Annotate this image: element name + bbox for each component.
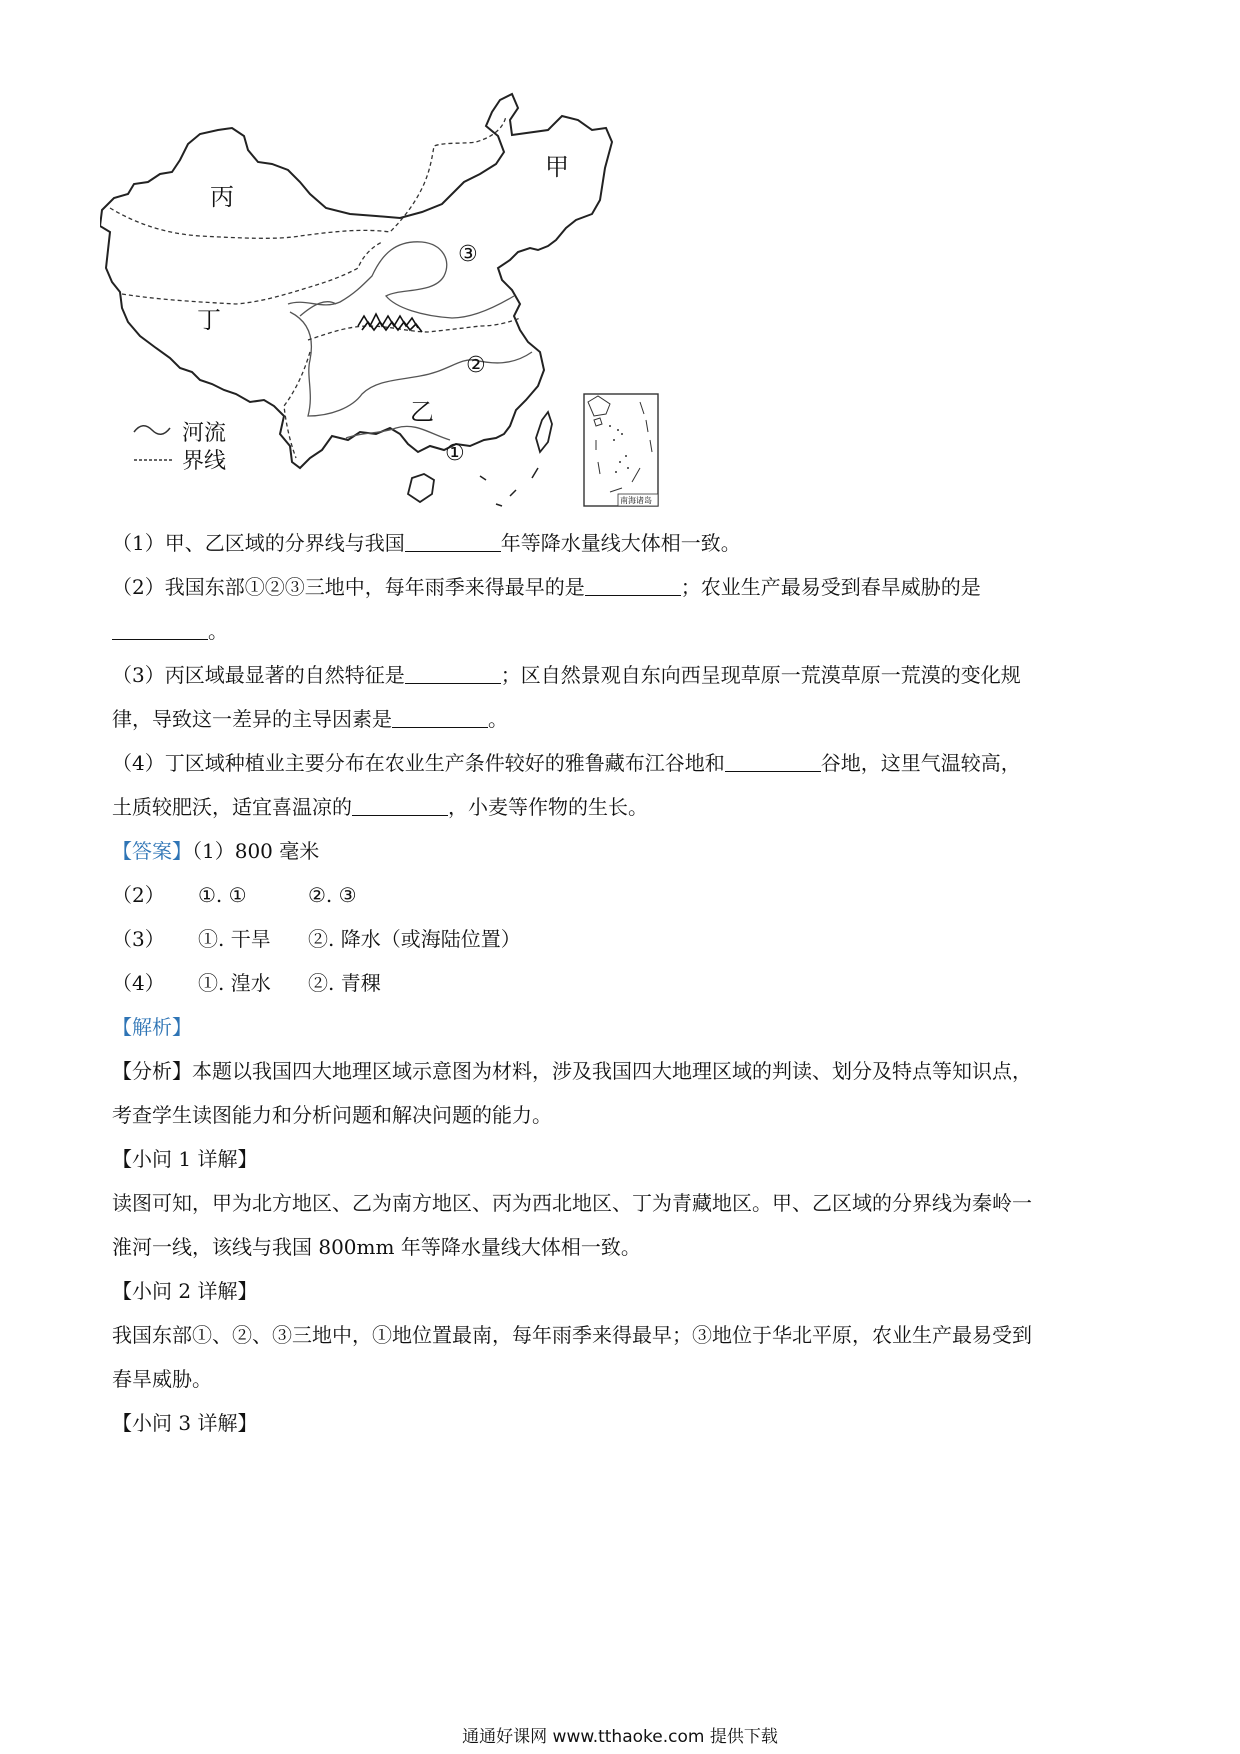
- site-label-3: ③: [458, 242, 478, 267]
- map-legend: [134, 420, 226, 473]
- question-1: （1）甲、乙区域的分界线与我国 年等降水量线大体相一致。: [112, 531, 741, 555]
- coastal-islands: [480, 468, 538, 506]
- south-sea-inset: [584, 394, 658, 506]
- answer-blank: [392, 705, 488, 728]
- page-footer: 通通好课网 www.tthaoke.com 提供下载: [462, 1727, 778, 1747]
- q2-detail-2: 春旱威胁。: [112, 1367, 212, 1391]
- answer-blank: [585, 573, 681, 596]
- analysis-tag: 【解析】: [112, 1015, 192, 1039]
- region-label-yi: 乙: [410, 399, 434, 426]
- region-label-jia: 甲: [545, 154, 569, 181]
- q1-detail-2: 淮河一线，该线与我国 800mm 年等降水量线大体相一致。: [112, 1235, 641, 1259]
- question-3-cont: 律，导致这一差异的主导因素是 。: [112, 707, 508, 731]
- q2-detail-heading: 【小问 2 详解】: [112, 1279, 258, 1303]
- analysis-fenxi-2: 考查学生读图能力和分析问题和解决问题的能力。: [112, 1103, 552, 1127]
- q3-detail-heading: 【小问 3 详解】: [112, 1411, 258, 1435]
- answer-line-2: （2） ①. ① ②. ③: [112, 883, 357, 907]
- question-4: （4）丁区域种植业主要分布在农业生产条件较好的雅鲁藏布江谷地和 谷地，这里气温较高，: [112, 751, 1021, 775]
- answer-tag: 【答案】: [112, 839, 192, 863]
- china-outline: [100, 94, 612, 468]
- boundary-qinghai-tibet: [122, 242, 382, 304]
- river-tributary: [300, 302, 336, 316]
- yellow-river: [288, 242, 514, 318]
- inset-label: 南海诸岛: [620, 496, 652, 505]
- qinling-mountain-symbol: [358, 314, 422, 332]
- answer-line-1: 【答案】（1）800 毫米: [112, 839, 320, 863]
- answer-line-4: （4） ①. 湟水 ②. 青稞: [112, 971, 381, 995]
- china-regions-map: [100, 90, 680, 580]
- region-label-ding: 丁: [197, 307, 221, 334]
- question-2: （2）我国东部①②③三地中，每年雨季来得最早的是 ；农业生产最易受到春旱威胁的是: [112, 575, 981, 599]
- question-2-cont: 。: [112, 616, 228, 646]
- question-4-cont: 土质较肥沃，适宜喜温凉的 ，小麦等作物的生长。: [112, 795, 648, 819]
- site-label-2: ②: [466, 353, 486, 378]
- q2-detail-1: 我国东部①、②、③三地中，①地位置最南，每年雨季来得最早；③地位于华北平原，农业生产最易受到: [112, 1323, 1032, 1347]
- legend-boundary-label: 界线: [182, 448, 227, 473]
- q1-detail-heading: 【小问 1 详解】: [112, 1147, 258, 1171]
- taiwan-island: [536, 412, 552, 452]
- boundary-north-northwest: [110, 116, 506, 238]
- answer-line-3: （3） ①. 干旱 ②. 降水（或海陆位置）: [112, 927, 521, 951]
- answer-blank: [112, 617, 208, 640]
- analysis-fenxi-1: 【分析】本题以我国四大地理区域示意图为材料，涉及我国四大地理区域的判读、划分及特点等知识点，: [112, 1059, 1032, 1083]
- region-boundaries: [110, 116, 520, 458]
- region-label-bing: 丙: [210, 184, 234, 211]
- answer-blank: [352, 793, 448, 816]
- hainan-island: [408, 474, 434, 502]
- answer-blank: [405, 661, 501, 684]
- legend-river-symbol: [134, 426, 170, 435]
- question-3: （3）丙区域最显著的自然特征是 ；区自然景观自东向西呈现草原一荒漠草原一荒漠的变化规: [112, 663, 1021, 687]
- q1-detail-1: 读图可知，甲为北方地区、乙为南方地区、丙为西北地区、丁为青藏地区。甲、乙区域的分界线为秦岭一: [112, 1191, 1032, 1215]
- answer-blank: [725, 749, 821, 772]
- site-label-1: ①: [445, 441, 465, 466]
- legend-river-label: 河流: [182, 420, 227, 445]
- answer-blank: [405, 529, 501, 552]
